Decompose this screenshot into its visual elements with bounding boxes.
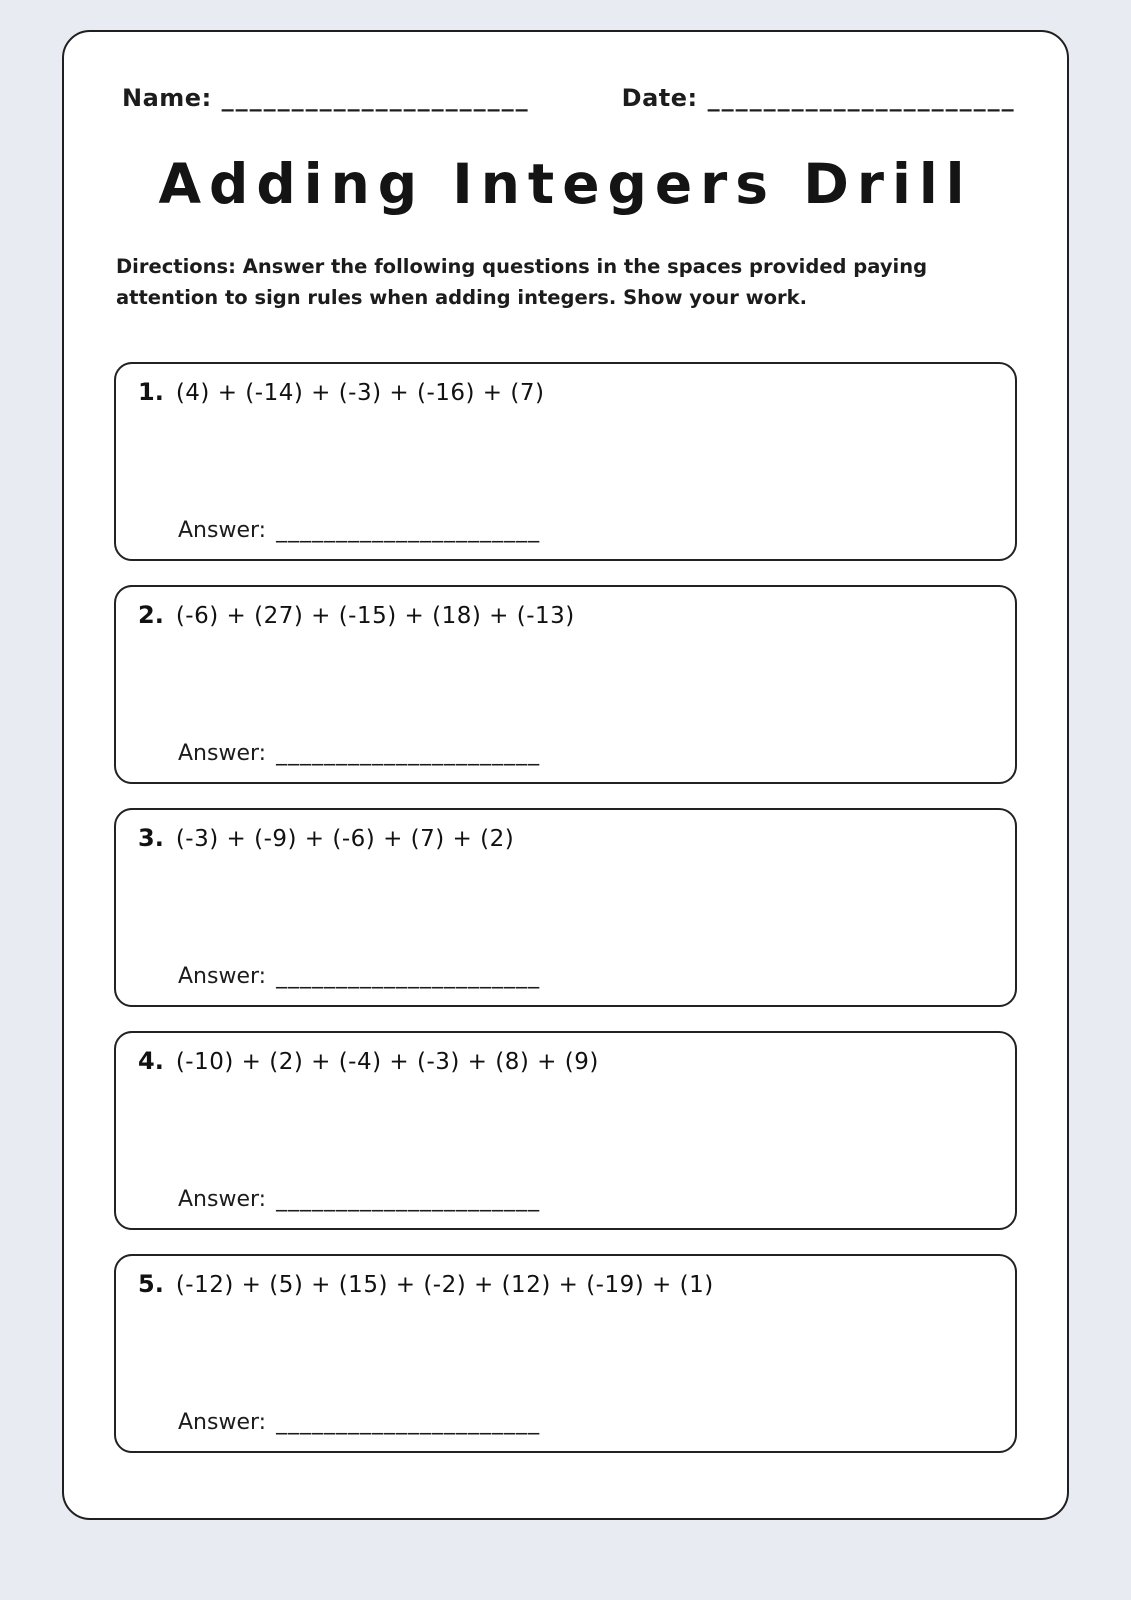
question-expression: (4) + (-14) + (-3) + (-16) + (7): [175, 379, 545, 406]
answer-row: [178, 1187, 540, 1212]
date-label: Date:: [621, 84, 698, 112]
answer-label: Answer:: [178, 1186, 267, 1212]
question-box: [114, 1031, 1017, 1230]
question-expression: (-12) + (5) + (15) + (-2) + (12) + (-19) + (1): [175, 1271, 714, 1298]
answer-label: Answer:: [178, 517, 267, 543]
date-blank-line: ______________________: [707, 84, 1016, 112]
answer-blank-line: ______________________: [276, 517, 541, 543]
question-number: 1.: [138, 377, 164, 406]
directions-text: Directions: Answer the following questions in the spaces provided paying attention to sign rules when adding integers. Show your work.: [116, 255, 928, 309]
answer-row: [178, 1410, 540, 1435]
question-header: [138, 1047, 993, 1075]
answer-blank-line: ______________________: [276, 1409, 541, 1435]
name-date-row: [114, 84, 1017, 112]
answer-row: [178, 518, 540, 543]
answer-label: Answer:: [178, 963, 267, 989]
question-expression: (-6) + (27) + (-15) + (18) + (-13): [175, 602, 575, 629]
question-header: [138, 378, 993, 406]
worksheet-page: [62, 30, 1069, 1520]
name-blank-line: ______________________: [221, 84, 530, 112]
answer-blank-line: ______________________: [276, 963, 541, 989]
question-number: 4.: [138, 1046, 164, 1075]
question-number: 2.: [138, 600, 164, 629]
answer-label: Answer:: [178, 1409, 267, 1435]
questions-list: [114, 362, 1017, 1453]
name-label: Name:: [122, 84, 212, 112]
question-box: [114, 585, 1017, 784]
answer-label: Answer:: [178, 740, 267, 766]
question-box: [114, 1254, 1017, 1453]
question-expression: (-10) + (2) + (-4) + (-3) + (8) + (9): [175, 1048, 599, 1075]
question-number: 3.: [138, 823, 164, 852]
answer-blank-line: ______________________: [276, 1186, 541, 1212]
question-expression: (-3) + (-9) + (-6) + (7) + (2): [175, 825, 515, 852]
question-header: [138, 601, 993, 629]
answer-row: [178, 741, 540, 766]
question-header: [138, 1270, 993, 1298]
question-box: [114, 362, 1017, 561]
question-box: [114, 808, 1017, 1007]
question-header: [138, 824, 993, 852]
page-title: Adding Integers Drill: [158, 152, 973, 216]
answer-row: [178, 964, 540, 989]
question-number: 5.: [138, 1269, 164, 1298]
answer-blank-line: ______________________: [276, 740, 541, 766]
